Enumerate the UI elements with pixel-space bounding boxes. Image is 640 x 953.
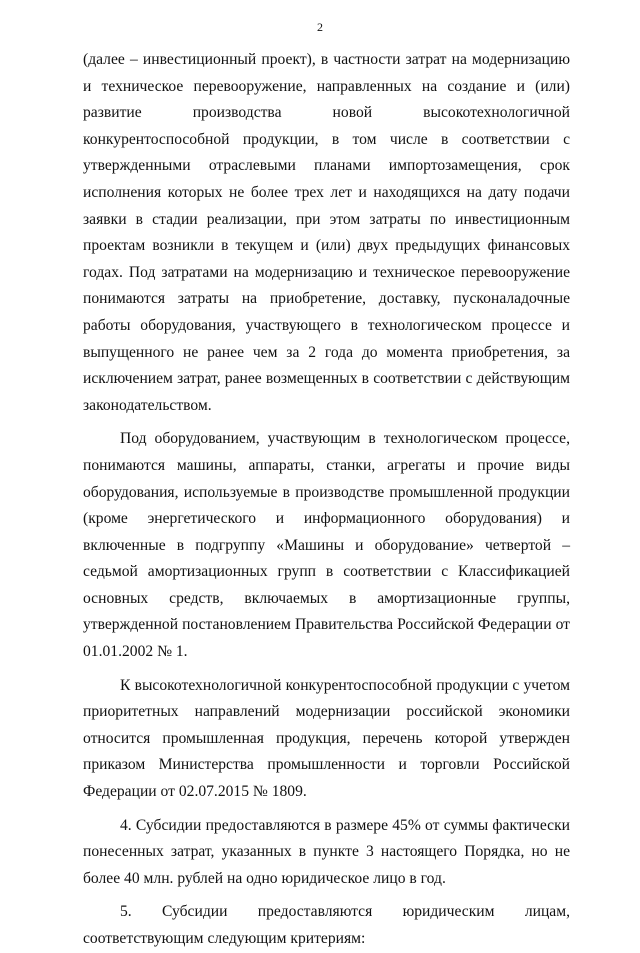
paragraph-subsidy-criteria: 5. Субсидии предоставляются юридическим лицам, соответствующим следующим критериям: — [83, 903, 570, 947]
paragraph-equipment-definition: Под оборудованием, участвующим в технологическом процессе, понимаются машины, аппараты, станки, агрегаты и прочие виды оборудования, используемые в производстве промышленной продукции (кроме энергетического и информационного оборудования) и включенные в подгруппу «Машины и оборудование» четвертой – седьмой амортизационных групп в соответствии с Классификацией основных средств, включаемых в амортизационные группы, утвержденной постановлением Правительства Российской Федерации от 01.01.2002 № 1. — [83, 430, 570, 661]
page-number: 2 — [317, 20, 323, 34]
paragraph-subsidy-amount: 4. Субсидии предоставляются в размере 45% от суммы фактически понесенных затрат, указанных в пункте 3 настоящего Порядка, но не более 40 млн. рублей на одно юридическое лицо в год. — [83, 816, 570, 887]
document-body — [83, 47, 570, 953]
paragraph-hightech-products: К высокотехнологичной конкурентоспособной продукции с учетом приоритетных направлений модернизации российской экономики относится промышленная продукция, перечень которой утвержден приказом Министерства промышленности и торговли Российской Федерации от 02.07.2015 № 1809. — [83, 676, 570, 801]
paragraph-investment-project: (далее – инвестиционный проект), в частности затрат на модернизацию и техническое перевооружение, направленных на создание и (или) развитие производства новой высокотехнологичной конкурентоспособной продукции, в том числе в соответствии с утвержденными отраслевыми планами импортозамещения, срок исполнения которых не более трех лет и находящихся на дату подачи заявки в стадии реализации, при этом затраты по инвестиционным проектам возникли в текущем и (или) двух предыдущих финансовых годах. Под затратами на модернизацию и техническое перевооружение понимаются затраты на приобретение, доставку, пусконаладочные работы оборудования, участвующего в технологическом процессе и выпущенного не ранее чем за 2 года до момента приобретения, за исключением затрат, ранее возмещенных в соответствии с действующим законодательством. — [83, 51, 570, 414]
